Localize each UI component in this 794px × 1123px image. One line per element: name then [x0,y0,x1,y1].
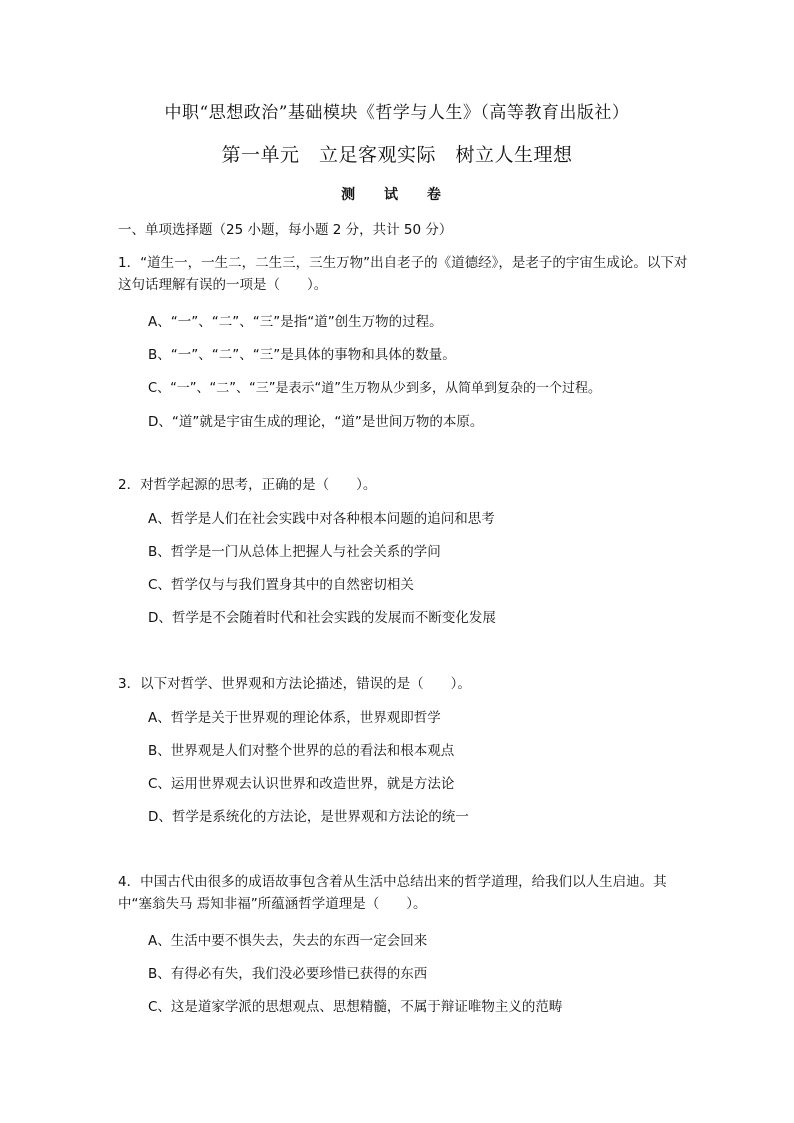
question-1-stem: 1．“道生一，一生二，二生三，三生万物”出自老子的《道德经》，是老子的宇宙生成论。以下对这句话理解有误的一项是（ ）。 [118,255,688,293]
question-2-option-a: A、哲学是人们在社会实践中对各种根本问题的追问和思考 [148,511,495,527]
question-4-option-a: A、生活中要不惧失去，失去的东西一定会回来 [148,933,428,949]
question-2-option-d: D、哲学是不会随着时代和社会实践的发展而不断变化发展 [148,610,496,626]
unit-title: 第一单元 立足客观实际 树立人生理想 [221,144,573,166]
question-4-stem: 4．中国古代由很多的成语故事包含着从生活中总结出来的哲学道理，给我们以人生启迪。其中“塞翁失马 焉知非福”所蕴涵哲学道理是（ ）。 [118,874,667,912]
question-2-option-b: B、哲学是一门从总体上把握人与社会关系的学问 [148,544,441,560]
question-3-option-a: A、哲学是关于世界观的理论体系，世界观即哲学 [148,710,441,726]
question-4-option-b: B、有得必有失，我们没必要珍惜已获得的东西 [148,966,428,982]
question-3-option-b: B、世界观是人们对整个世界的总的看法和根本观点 [148,743,455,759]
question-2-option-c: C、哲学仅与与我们置身其中的自然密切相关 [148,577,414,593]
question-1-option-a: A、“一”、“二”、“三”是指“道”创生万物的过程。 [148,314,443,330]
question-1-option-d: D、“道”就是宇宙生成的理论，“道”是世间万物的本原。 [148,414,484,430]
question-3-option-c: C、运用世界观去认识世界和改造世界，就是方法论 [148,776,455,792]
question-1-option-b: B、“一”、“二”、“三”是具体的事物和具体的数量。 [148,347,456,363]
question-2-stem: 2．对哲学起源的思考，正确的是（ ）。 [118,477,377,493]
question-3-stem: 3．以下对哲学、世界观和方法论描述，错误的是（ ）。 [118,676,471,692]
document-title: 中职“思想政治”基础模块《哲学与人生》（高等教育出版社） [164,103,630,123]
question-1-option-c: C、“一”、“二”、“三”是表示“道”生万物从少到多，从简单到复杂的一个过程。 [148,381,601,396]
question-4-option-c: C、这是道家学派的思想观点、思想精髓，不属于辩证唯物主义的范畴 [148,999,563,1015]
section-heading: 一、单项选择题（25 小题，每小题 2 分，共计 50 分） [118,222,453,238]
question-3-option-d: D、哲学是系统化的方法论，是世界观和方法论的统一 [148,809,469,825]
paper-title: 测 试 卷 [341,187,453,203]
